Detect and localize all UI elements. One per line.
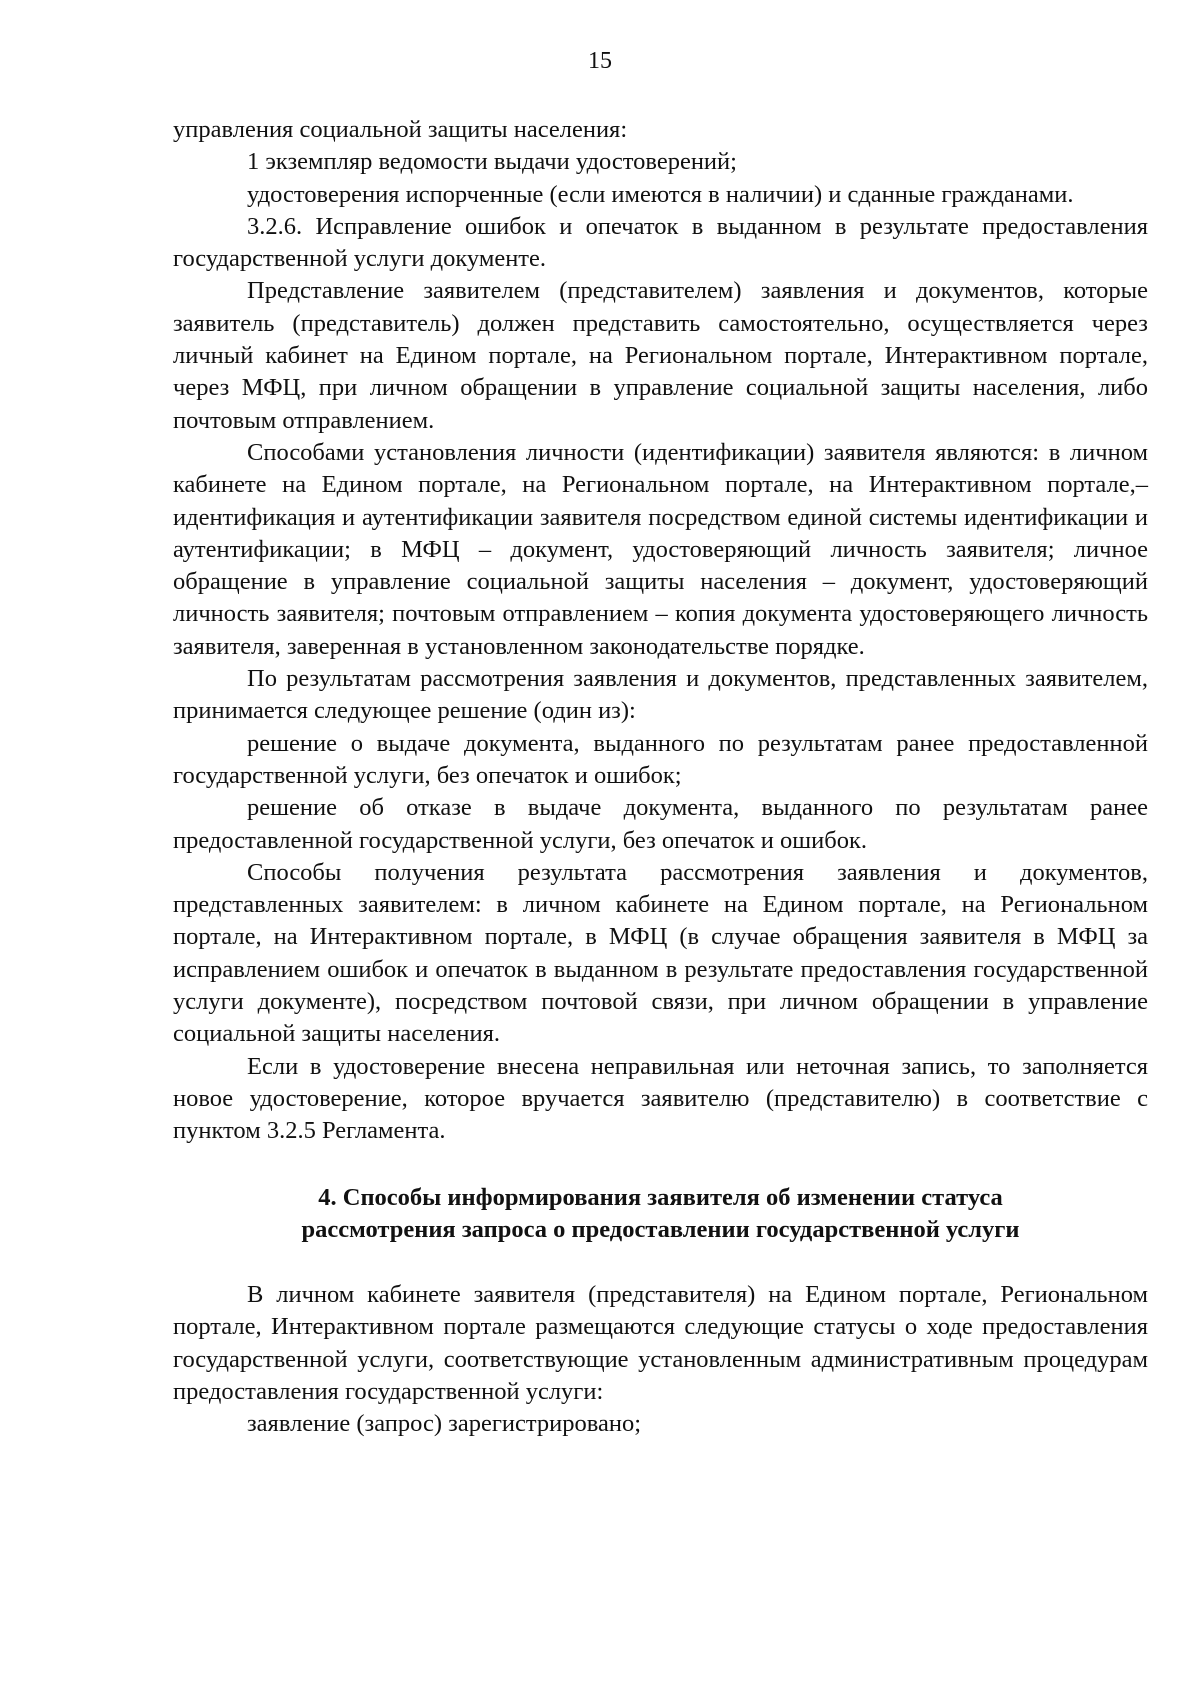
section-heading: 4. Способы информирования заявителя об изменении статуса рассмотрения запроса о предоставлении государственной услуги bbox=[301, 1183, 1020, 1243]
document-body bbox=[173, 114, 1148, 1441]
paragraph: заявление (запрос) зарегистрировано; bbox=[247, 1410, 642, 1438]
paragraph: По результатам рассмотрения заявления и документов, представленных заявителем, принимается следующее решение (один из): bbox=[173, 665, 1148, 725]
page-number: 15 bbox=[588, 48, 612, 74]
paragraph: удостоверения испорченные (если имеются в наличии) и сданные гражданами. bbox=[247, 180, 1074, 208]
paragraph: 3.2.6. Исправление ошибок и опечаток в выданном в результате предоставления государственной услуги документе. bbox=[173, 212, 1148, 273]
paragraph: 1 экземпляр ведомости выдачи удостоверений; bbox=[247, 148, 737, 176]
paragraph: решение об отказе в выдаче документа, выданного по результатам ранее предоставленной государственной услуги, без опечаток и ошибок. bbox=[173, 794, 1148, 854]
paragraph: Представление заявителем (представителем) заявления и документов, которые заявитель (представитель) должен представить самостоятельно, осуществляется через личный кабинет на Едином портале, на Региональном портале, Интерактивном портале, через МФЦ, при личном обращении в управление социальной защиты населения, либо почтовым отправлением. bbox=[173, 277, 1148, 434]
paragraph: Если в удостоверение внесена неправильная или неточная запись, то заполняется новое удостоверение, которое вручается заявителю (представителю) в соответствие с пунктом 3.2.5 Регламента. bbox=[173, 1052, 1148, 1145]
paragraph: управления социальной защиты населения: bbox=[173, 116, 628, 143]
paragraph: Способами установления личности (идентификации) заявителя являются: в личном кабинете на Едином портале, на Региональном портале, на Интерактивном портале,– идентификация и аутентификации заявителя посредством единой системы идентификации и аутентификации; в МФЦ – документ, удостоверяющий личность заявителя; личное обращение в управление социальной защиты населения – документ, удостоверяющий личность заявителя; почтовым отправлением – копия документа удостоверяющего личность заявителя, заверенная в установленном законодательстве порядке. bbox=[173, 438, 1148, 660]
paragraph: В личном кабинете заявителя (представителя) на Едином портале, Региональном портале, Интерактивном портале размещаются следующие статусы о ходе предоставления государственной услуги, соответствующие установленным административным процедурам предоставления государственной услуги: bbox=[173, 1281, 1148, 1405]
paragraph: Способы получения результата рассмотрения заявления и документов, представленных заявителем: в личном кабинете на Едином портале, на Региональном портале, на Интерактивном портале, в МФЦ (в случае обращения заявителя в МФЦ за исправлением ошибок и опечаток в выданном в результате предоставления государственной услуги документе), посредством почтовой связи, при личном обращении в управление социальной защиты населения. bbox=[173, 858, 1148, 1048]
paragraph: решение о выдаче документа, выданного по результатам ранее предоставленной государственной услуги, без опечаток и ошибок; bbox=[173, 729, 1148, 789]
